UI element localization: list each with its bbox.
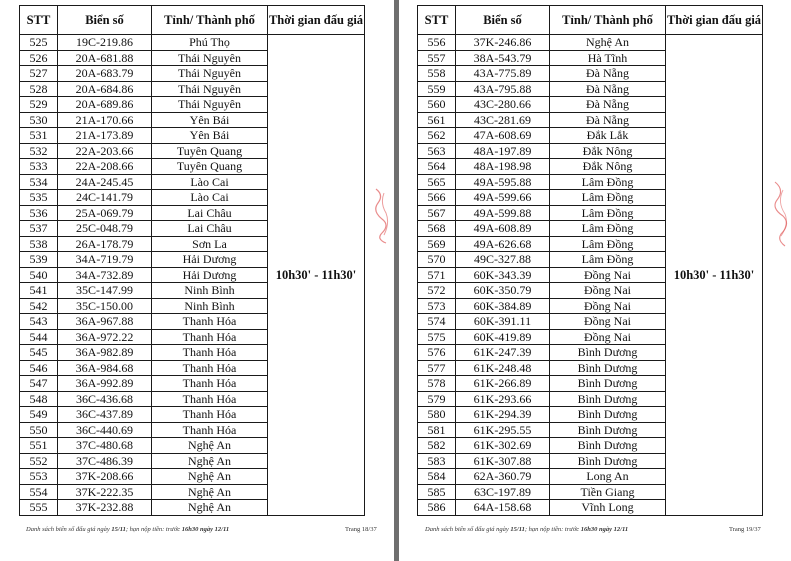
row-stt: 557: [418, 50, 456, 66]
row-province: Bình Dương: [550, 376, 666, 392]
table-row: [20, 35, 365, 51]
row-stt: 578: [418, 376, 456, 392]
row-stt: 549: [20, 407, 58, 423]
footer-date: 15/11: [510, 526, 525, 533]
footer-note: [26, 526, 229, 533]
row-stt: 563: [418, 143, 456, 159]
row-plate: 49A-626.68: [456, 236, 550, 252]
row-stt: 577: [418, 360, 456, 376]
footer-text-2: ; hạn nộp tiền: trước: [524, 526, 581, 533]
row-province: Đà Nẵng: [550, 66, 666, 82]
row-plate: 43C-280.66: [456, 97, 550, 113]
row-province: Bình Dương: [550, 438, 666, 454]
red-stamp-mark: [771, 180, 791, 250]
row-stt: 566: [418, 190, 456, 206]
row-stt: 551: [20, 438, 58, 454]
row-stt: 528: [20, 81, 58, 97]
row-province: Lai Châu: [152, 221, 268, 237]
header-stt: STT: [20, 6, 58, 35]
row-province: Tiền Giang: [550, 484, 666, 500]
row-stt: 586: [418, 500, 456, 516]
row-province: Ninh Bình: [152, 298, 268, 314]
row-plate: 21A-170.66: [58, 112, 152, 128]
row-province: Thanh Hóa: [152, 376, 268, 392]
row-stt: 539: [20, 252, 58, 268]
row-plate: 61K-307.88: [456, 453, 550, 469]
row-plate: 60K-391.11: [456, 314, 550, 330]
row-province: Hải Dương: [152, 252, 268, 268]
header-auction-time: Thời gian đấu giá: [666, 6, 763, 35]
header-province: Tỉnh/ Thành phố: [152, 6, 268, 35]
row-province: Nghệ An: [152, 484, 268, 500]
row-stt: 532: [20, 143, 58, 159]
row-province: Bình Dương: [550, 345, 666, 361]
row-stt: 580: [418, 407, 456, 423]
row-stt: 543: [20, 314, 58, 330]
auction-time-slot: 10h30' - 11h30': [666, 35, 763, 516]
row-stt: 567: [418, 205, 456, 221]
row-province: Ninh Bình: [152, 283, 268, 299]
header-plate: Biển số: [456, 6, 550, 35]
row-stt: 547: [20, 376, 58, 392]
row-plate: 36A-984.68: [58, 360, 152, 376]
row-plate: 36C-437.89: [58, 407, 152, 423]
row-plate: 24A-245.45: [58, 174, 152, 190]
row-province: Thanh Hóa: [152, 345, 268, 361]
row-plate: 61K-247.39: [456, 345, 550, 361]
row-stt: 572: [418, 283, 456, 299]
table-header-row: [418, 6, 763, 35]
header-auction-time: Thời gian đấu giá: [268, 6, 365, 35]
row-stt: 529: [20, 97, 58, 113]
row-stt: 565: [418, 174, 456, 190]
row-stt: 541: [20, 283, 58, 299]
row-plate: 49A-608.89: [456, 221, 550, 237]
row-plate: 21A-173.89: [58, 128, 152, 144]
row-plate: 34A-719.79: [58, 252, 152, 268]
row-stt: 555: [20, 500, 58, 516]
row-province: Hà Tĩnh: [550, 50, 666, 66]
row-plate: 20A-689.86: [58, 97, 152, 113]
row-plate: 37C-486.39: [58, 453, 152, 469]
row-province: Thái Nguyên: [152, 50, 268, 66]
row-plate: 48A-197.89: [456, 143, 550, 159]
row-stt: 585: [418, 484, 456, 500]
row-plate: 36A-982.89: [58, 345, 152, 361]
row-stt: 559: [418, 81, 456, 97]
row-province: Nghệ An: [152, 469, 268, 485]
row-plate: 47A-608.69: [456, 128, 550, 144]
row-stt: 537: [20, 221, 58, 237]
row-province: Lâm Đồng: [550, 174, 666, 190]
row-province: Thanh Hóa: [152, 422, 268, 438]
row-stt: 526: [20, 50, 58, 66]
row-plate: 49A-599.66: [456, 190, 550, 206]
row-stt: 564: [418, 159, 456, 175]
row-province: Tuyên Quang: [152, 159, 268, 175]
row-plate: 60K-419.89: [456, 329, 550, 345]
red-stamp-mark: [370, 185, 392, 245]
row-stt: 544: [20, 329, 58, 345]
footer-text: Danh sách biển số đấu giá ngày: [425, 526, 511, 533]
row-province: Thanh Hóa: [152, 407, 268, 423]
row-plate: 38A-543.79: [456, 50, 550, 66]
row-province: Tuyên Quang: [152, 143, 268, 159]
footer-deadline: 16h30 ngày 12/11: [580, 526, 629, 533]
row-province: Đà Nẵng: [550, 112, 666, 128]
row-plate: 37K-246.86: [456, 35, 550, 51]
row-province: Đồng Nai: [550, 298, 666, 314]
row-province: Đồng Nai: [550, 329, 666, 345]
row-stt: 569: [418, 236, 456, 252]
row-stt: 579: [418, 391, 456, 407]
row-province: Đồng Nai: [550, 283, 666, 299]
row-plate: 22A-208.66: [58, 159, 152, 175]
row-stt: 584: [418, 469, 456, 485]
row-province: Đắk Lắk: [550, 128, 666, 144]
row-stt: 527: [20, 66, 58, 82]
auction-time-slot: 10h30' - 11h30': [268, 35, 365, 516]
row-province: Lâm Đồng: [550, 221, 666, 237]
row-province: Lào Cai: [152, 190, 268, 206]
row-stt: 535: [20, 190, 58, 206]
row-stt: 573: [418, 298, 456, 314]
row-province: Thanh Hóa: [152, 391, 268, 407]
row-stt: 530: [20, 112, 58, 128]
table-header-row: [20, 6, 365, 35]
row-province: Nghệ An: [152, 453, 268, 469]
row-stt: 571: [418, 267, 456, 283]
row-plate: 25C-048.79: [58, 221, 152, 237]
row-plate: 20A-681.88: [58, 50, 152, 66]
row-stt: 536: [20, 205, 58, 221]
row-stt: 525: [20, 35, 58, 51]
row-stt: 534: [20, 174, 58, 190]
row-stt: 556: [418, 35, 456, 51]
row-stt: 545: [20, 345, 58, 361]
row-stt: 568: [418, 221, 456, 237]
row-plate: 60K-350.79: [456, 283, 550, 299]
row-plate: 20A-683.79: [58, 66, 152, 82]
row-province: Đà Nẵng: [550, 97, 666, 113]
row-plate: 36A-972.22: [58, 329, 152, 345]
row-plate: 36A-992.89: [58, 376, 152, 392]
row-province: Thanh Hóa: [152, 314, 268, 330]
row-plate: 34A-732.89: [58, 267, 152, 283]
page-number: Trang 18/37: [345, 526, 377, 533]
row-stt: 562: [418, 128, 456, 144]
row-stt: 575: [418, 329, 456, 345]
row-province: Đắk Nông: [550, 143, 666, 159]
row-plate: 63C-197.89: [456, 484, 550, 500]
row-province: Nghệ An: [152, 438, 268, 454]
row-province: Bình Dương: [550, 391, 666, 407]
footer-note: [425, 526, 628, 533]
row-province: Nghệ An: [152, 500, 268, 516]
row-stt: 574: [418, 314, 456, 330]
row-stt: 581: [418, 422, 456, 438]
row-stt: 550: [20, 422, 58, 438]
row-province: Long An: [550, 469, 666, 485]
row-plate: 37K-208.66: [58, 469, 152, 485]
row-plate: 37K-222.35: [58, 484, 152, 500]
row-plate: 36C-436.68: [58, 391, 152, 407]
row-province: Thái Nguyên: [152, 81, 268, 97]
row-plate: 37K-232.88: [58, 500, 152, 516]
row-plate: 43A-795.88: [456, 81, 550, 97]
row-province: Phú Thọ: [152, 35, 268, 51]
document-page-19: [399, 0, 791, 561]
row-province: Lâm Đồng: [550, 205, 666, 221]
row-plate: 22A-203.66: [58, 143, 152, 159]
row-plate: 60K-343.39: [456, 267, 550, 283]
page-number: Trang 19/37: [729, 526, 761, 533]
row-plate: 61K-293.66: [456, 391, 550, 407]
row-province: Hải Dương: [152, 267, 268, 283]
row-province: Lâm Đồng: [550, 190, 666, 206]
row-plate: 35C-147.99: [58, 283, 152, 299]
row-province: Thái Nguyên: [152, 97, 268, 113]
row-stt: 560: [418, 97, 456, 113]
row-plate: 49C-327.88: [456, 252, 550, 268]
footer-deadline: 16h30 ngày 12/11: [181, 526, 230, 533]
row-stt: 542: [20, 298, 58, 314]
row-stt: 548: [20, 391, 58, 407]
row-province: Thanh Hóa: [152, 360, 268, 376]
header-stt: STT: [418, 6, 456, 35]
row-plate: 61K-294.39: [456, 407, 550, 423]
row-province: Yên Bái: [152, 112, 268, 128]
row-stt: 546: [20, 360, 58, 376]
row-province: Bình Dương: [550, 360, 666, 376]
plates-table-page-18: [19, 5, 365, 516]
row-plate: 20A-684.86: [58, 81, 152, 97]
footer-text-2: ; hạn nộp tiền: trước: [125, 526, 182, 533]
row-stt: 533: [20, 159, 58, 175]
row-province: Thanh Hóa: [152, 329, 268, 345]
row-plate: 24C-141.79: [58, 190, 152, 206]
row-plate: 62A-360.79: [456, 469, 550, 485]
row-province: Lâm Đồng: [550, 252, 666, 268]
row-plate: 49A-595.88: [456, 174, 550, 190]
row-stt: 561: [418, 112, 456, 128]
row-stt: 583: [418, 453, 456, 469]
row-province: Đắk Nông: [550, 159, 666, 175]
row-plate: 48A-198.98: [456, 159, 550, 175]
row-province: Lào Cai: [152, 174, 268, 190]
row-stt: 558: [418, 66, 456, 82]
row-stt: 553: [20, 469, 58, 485]
table-row: [418, 35, 763, 51]
row-plate: 49A-599.88: [456, 205, 550, 221]
row-plate: 61K-302.69: [456, 438, 550, 454]
row-province: Vĩnh Long: [550, 500, 666, 516]
row-stt: 576: [418, 345, 456, 361]
row-plate: 36C-440.69: [58, 422, 152, 438]
document-page-18: [0, 0, 394, 561]
row-province: Bình Dương: [550, 453, 666, 469]
row-province: Sơn La: [152, 236, 268, 252]
row-plate: 60K-384.89: [456, 298, 550, 314]
row-stt: 552: [20, 453, 58, 469]
row-province: Đồng Nai: [550, 267, 666, 283]
row-stt: 554: [20, 484, 58, 500]
row-province: Đồng Nai: [550, 314, 666, 330]
footer-date: 15/11: [111, 526, 126, 533]
row-plate: 61K-295.55: [456, 422, 550, 438]
row-stt: 582: [418, 438, 456, 454]
row-province: Nghệ An: [550, 35, 666, 51]
row-province: Đà Nẵng: [550, 81, 666, 97]
row-plate: 61K-248.48: [456, 360, 550, 376]
row-province: Yên Bái: [152, 128, 268, 144]
footer-text: Danh sách biển số đấu giá ngày: [26, 526, 112, 533]
row-plate: 25A-069.79: [58, 205, 152, 221]
row-plate: 19C-219.86: [58, 35, 152, 51]
row-plate: 35C-150.00: [58, 298, 152, 314]
row-stt: 538: [20, 236, 58, 252]
row-province: Lai Châu: [152, 205, 268, 221]
row-plate: 43A-775.89: [456, 66, 550, 82]
row-plate: 26A-178.79: [58, 236, 152, 252]
row-stt: 570: [418, 252, 456, 268]
row-plate: 37C-480.68: [58, 438, 152, 454]
header-province: Tỉnh/ Thành phố: [550, 6, 666, 35]
row-province: Thái Nguyên: [152, 66, 268, 82]
row-plate: 64A-158.68: [456, 500, 550, 516]
row-plate: 61K-266.89: [456, 376, 550, 392]
row-stt: 531: [20, 128, 58, 144]
row-plate: 36A-967.88: [58, 314, 152, 330]
row-stt: 540: [20, 267, 58, 283]
row-province: Lâm Đồng: [550, 236, 666, 252]
row-plate: 43C-281.69: [456, 112, 550, 128]
row-province: Bình Dương: [550, 407, 666, 423]
row-province: Bình Dương: [550, 422, 666, 438]
header-plate: Biển số: [58, 6, 152, 35]
plates-table-page-19: [417, 5, 763, 516]
